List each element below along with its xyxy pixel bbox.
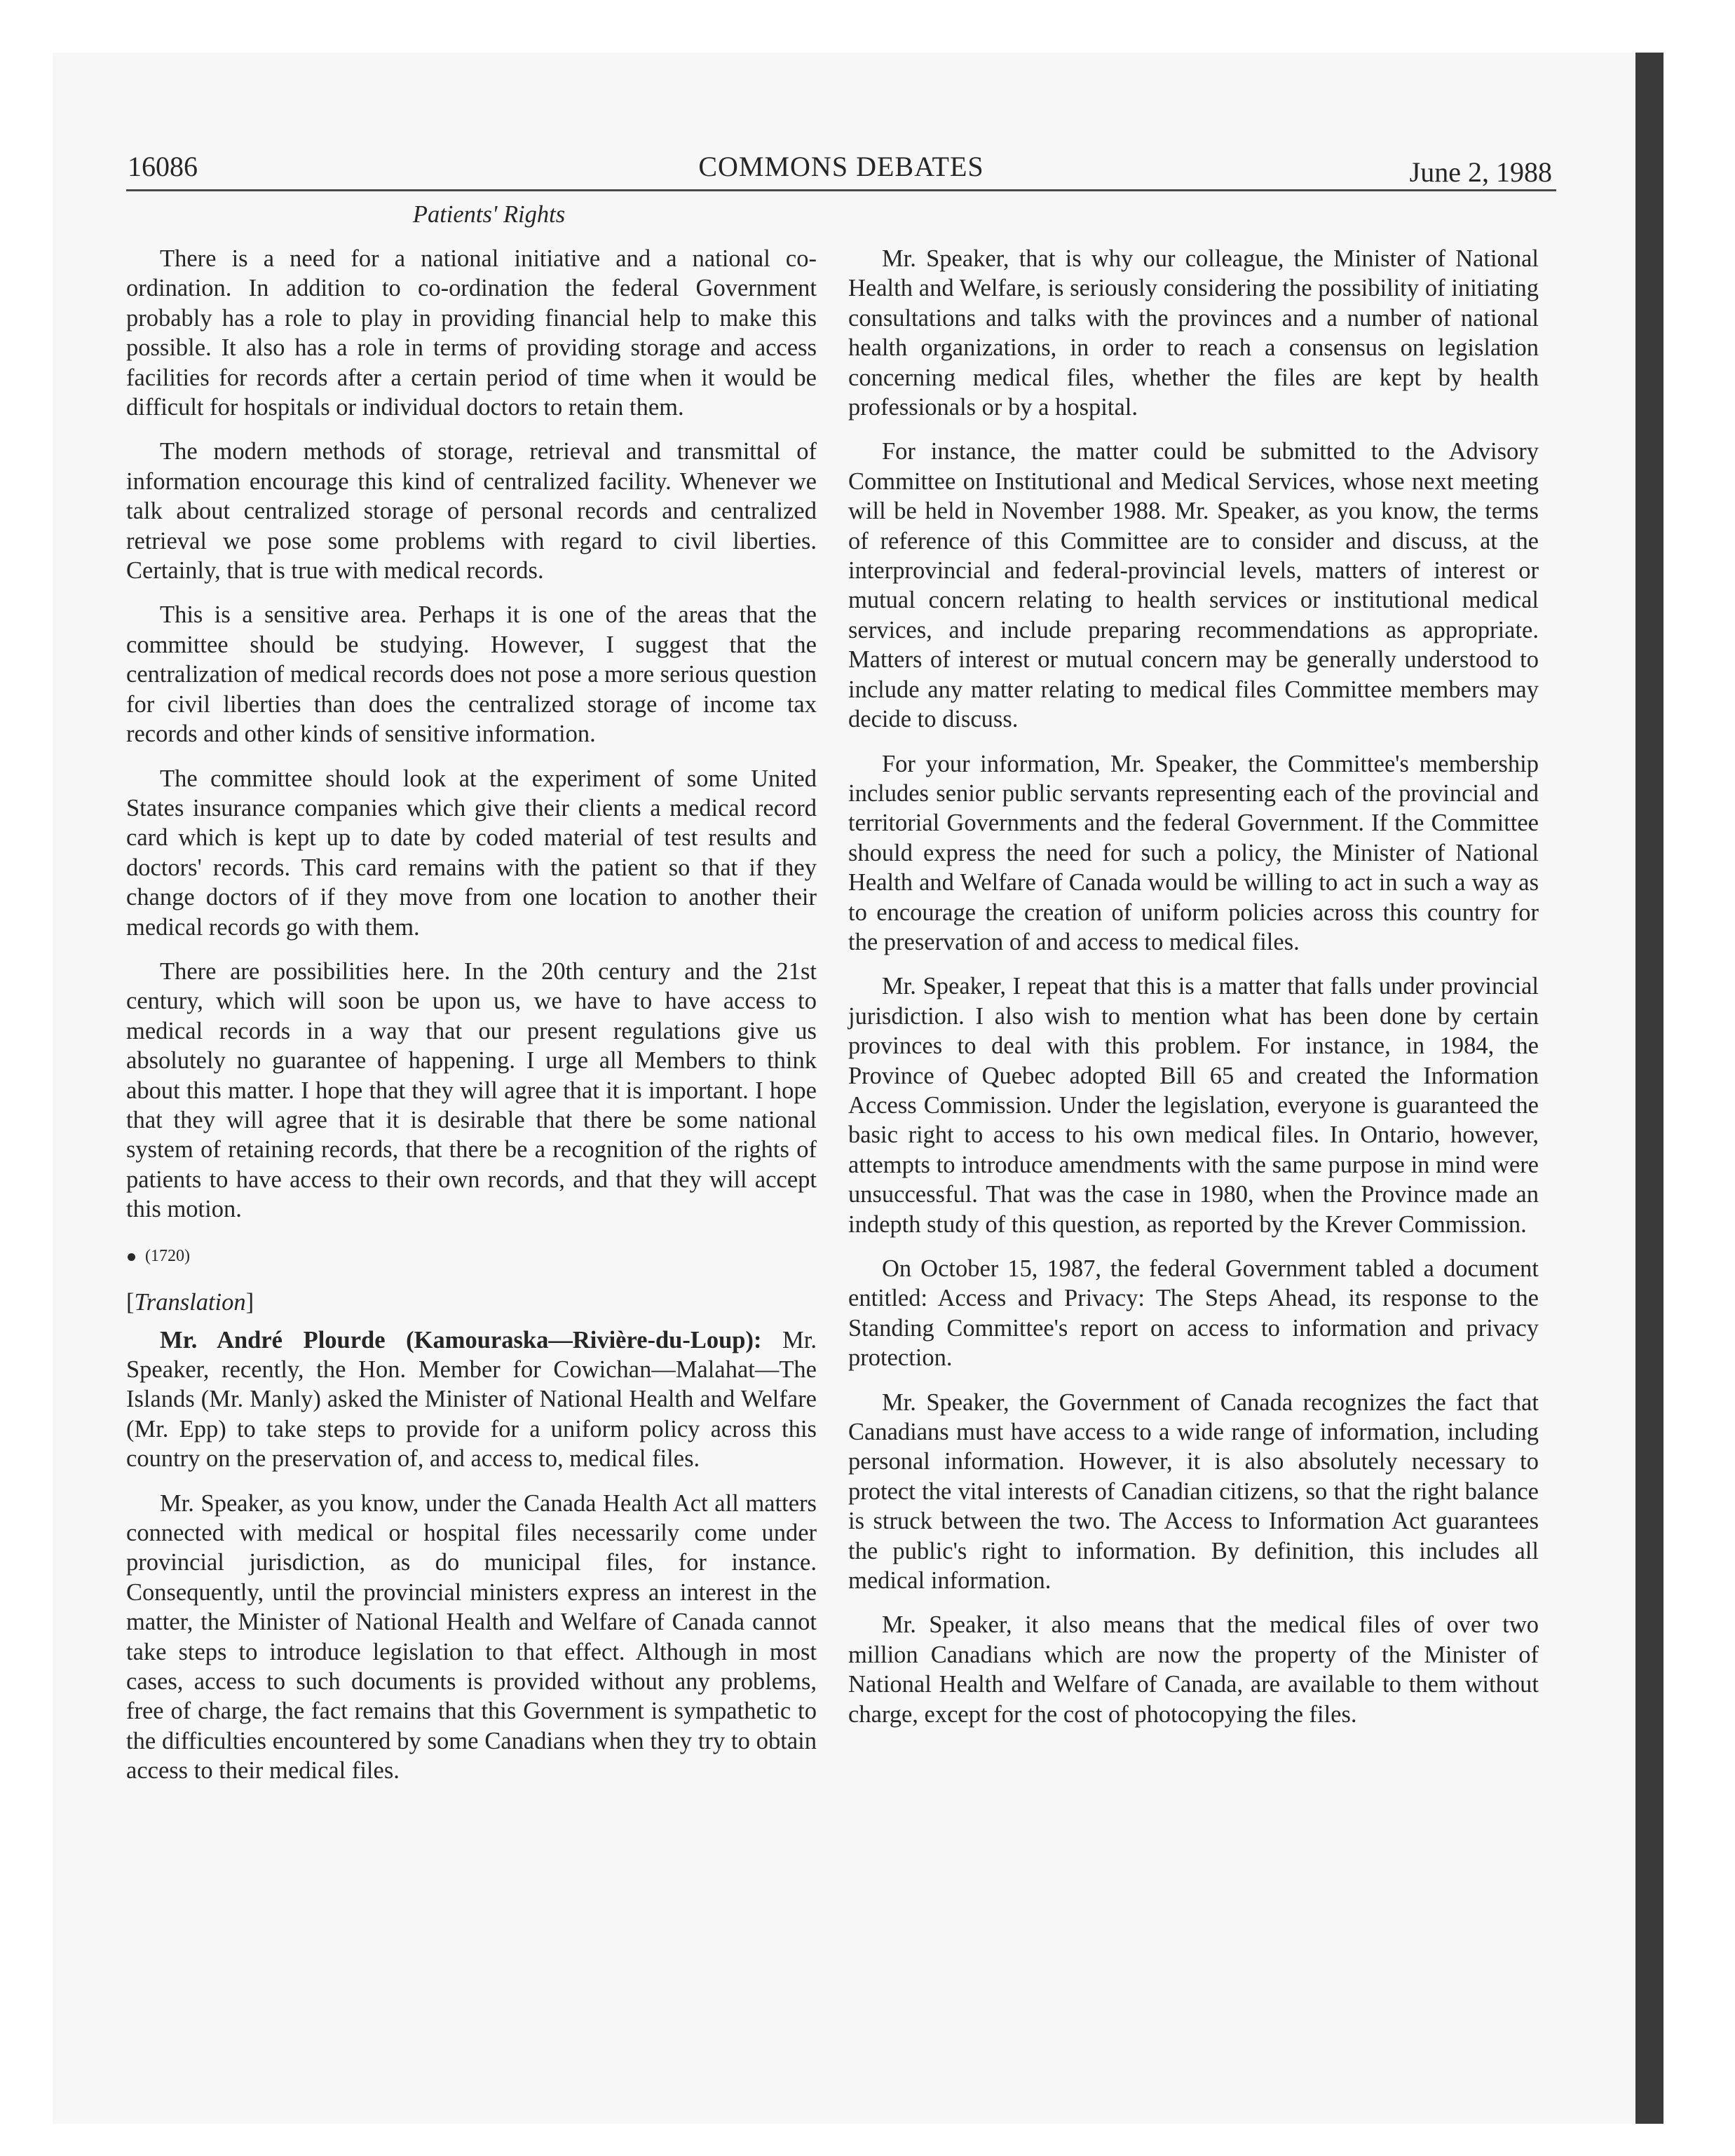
speaker-text: Mr. Speaker, recently, the Hon. Member for Cowichan—Malahat—The Islands (Mr. Manly) asked the Minister of National Health and Welfare (Mr. Epp) to take steps to provide for a uniform policy across this country on the preservation of, and access to, medical files. [126,1326,817,1473]
paragraph: The committee should look at the experiment of some United States insurance companies which give their clients a medical record card which is kept up to date by coded material of test results and doctors' records. This card remains with the patient so that if they change doctors of if they move from one location to another their medical records go with them. [126,765,817,941]
speaker-name: Mr. André Plourde (Kamouraska—Rivière-du-Loup): [160,1326,762,1353]
paragraph: The modern methods of storage, retrieval and transmittal of information encourage this kind of centralized facility. Whenever we talk about centralized storage of personal records and centralized retrieval we pose some problems with regard to civil liberties. Certainly, that is true with medical records. [126,438,817,585]
paragraph: On October 15, 1987, the federal Government tabled a document entitled: Access and Privacy: The Steps Ahead, its response to the Standing Committee's report on access to information and privacy protection. [848,1255,1539,1372]
paragraph: For instance, the matter could be submitted to the Advisory Committee on Institutional and Medical Services, whose next meeting will be held in November 1988. Mr. Speaker, as you know, the terms of reference of this Committee are to consider and discuss, at the interprovincial and federal-provincial levels, matters of interest or mutual concern relating to health services or institutional medical services, and include preparing recommendations as appropriate. Matters of interest or mutual concern may be generally understood to include any matter relating to medical files Committee members may decide to discuss. [848,438,1539,733]
time-marker-label: (1720) [145,1246,190,1265]
paragraph: Mr. Speaker, I repeat that this is a matter that falls under provincial jurisdiction. I also wish to mention what has been done by certain provinces to deal with this problem. For instance, in 1984, the Province of Quebec adopted Bill 65 and created the Information Access Commission. Under the legislation, everyone is guaranteed the basic right to access to his own medical files. In Ontario, however, attempts to introduce amendments with the same purpose in mind were unsuccessful. That was the case in 1980, when the Province made an indepth study of this question, as reported by the Krever Commission. [848,973,1539,1238]
left-column [126,200,817,1801]
translation-tag-text: Translation [134,1288,246,1316]
paragraph: Mr. Speaker, as you know, under the Canada Health Act all matters connected with medical or hospital files necessarily come under provincial jurisdiction, as do municipal files, for instance. Consequently, until the provincial ministers express an interest in the matter, the Minister of National Health and Welfare of Canada cannot take steps to introduce legislation to that effect. Although in most cases, access to such documents is provided without any problems, free of charge, the fact remains that this Government is sympathetic to the difficulties encountered by some Canadians when they try to obtain access to their medical files. [126,1489,817,1785]
paragraph: For your information, Mr. Speaker, the Committee's membership includes senior public servants representing each of the provincial and territorial Governments and the federal Government. If the Committee should express the need for such a policy, the Minister of National Health and Welfare of Canada would be willing to act in such a way as to encourage the creation of uniform policies across this country for the preservation of and access to medical files. [848,750,1539,955]
paragraph: There is a need for a national initiative and a national co-ordination. In addition to co-ordination the federal Government probably has a role to play in providing financial help to make this possible. It also has a role in terms of providing storage and access facilities for records after a certain period of time when it would be difficult for hospitals or individual doctors to retain them. [126,245,817,421]
paragraph: There are possibilities here. In the 20th century and the 21st century, which will soon be upon us, we have to have access to medical records in a way that our present regulations give us absolutely no guarantee of happening. I urge all Members to think about this matter. I hope that they will agree that it is important. I hope that they will agree that it is desirable that there be some national system of retaining records, that there be a recognition of the rights of patients to have access to their own records, and that they will accept this motion. [126,957,817,1223]
time-marker [128,1246,817,1267]
translation-tag: [Translation] [126,1288,254,1316]
publication-date: June 2, 1988 [1409,156,1552,188]
page-header [126,147,1556,191]
publication-title: COMMONS DEBATES [698,151,984,182]
paragraph: Mr. Speaker, that is why our colleague, the Minister of National Health and Welfare, is seriously considering the possibility of initiating consultations and talks with the provinces and a number of national health organizations, in order to reach a consensus on legislation concerning medical files, whether the files are kept by health professionals or by a hospital. [848,245,1539,421]
paragraph: Mr. Speaker, it also means that the medical files of over two million Canadians which are now the property of the Minister of National Health and Welfare of Canada, are available to them without charge, except for the cost of photocopying the files. [848,1611,1539,1728]
section-heading: Patients' Rights [412,201,566,228]
paragraph: Mr. Speaker, the Government of Canada recognizes the fact that Canadians must have access to a wide range of information, including personal information. However, it is also absolutely necessary to protect the vital interests of Canadian citizens, so that the right balance is struck between the two. The Access to Information Act guarantees the public's right to information. By definition, this includes all medical information. [848,1389,1539,1595]
speaker-paragraph [126,1325,817,1474]
page-number: 16086 [128,151,198,182]
scan-edge-shadow [1635,53,1663,2124]
paragraph: This is a sensitive area. Perhaps it is one of the areas that the committee should be studying. However, I suggest that the centralization of medical records does not pose a more serious question for civil liberties than does the centralized storage of income tax records and other kinds of sensitive information. [126,601,817,748]
bullet-icon [128,1253,135,1261]
right-column [848,244,1539,1744]
